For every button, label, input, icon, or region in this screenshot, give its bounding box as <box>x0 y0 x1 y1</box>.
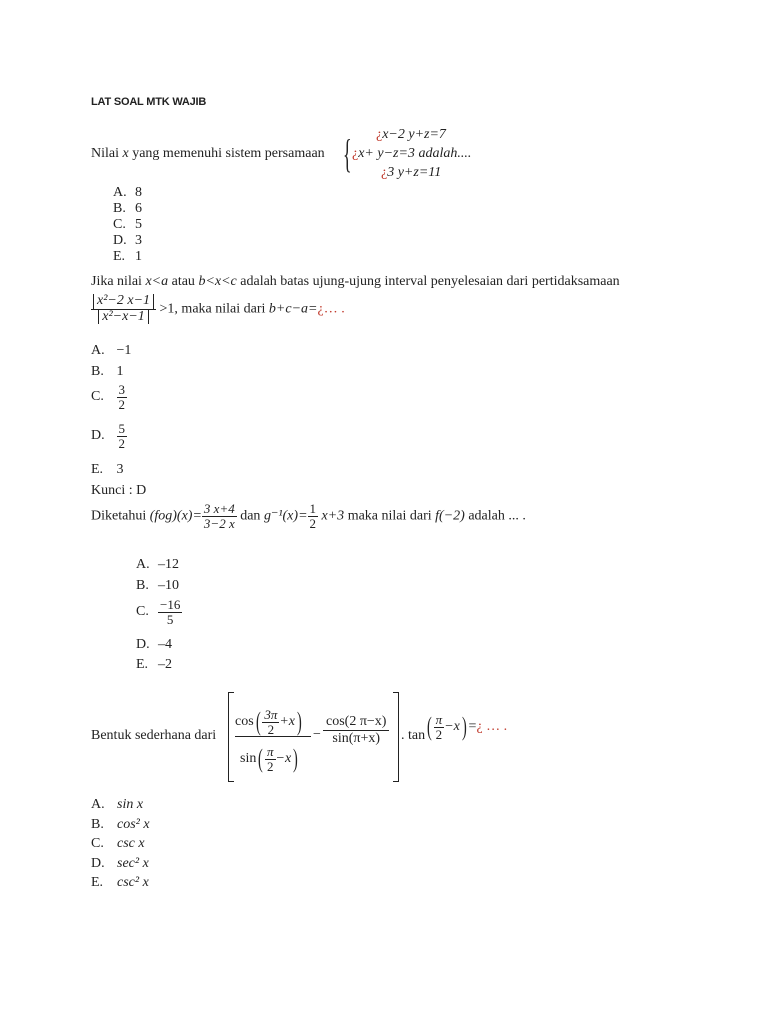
option-value: –10 <box>158 578 179 593</box>
q3-option <box>136 557 179 573</box>
q2-inequality <box>91 294 345 324</box>
fraction-num: 3π <box>264 706 278 722</box>
option-value: csc x <box>117 836 145 851</box>
q4-tan-term <box>401 728 425 744</box>
q3-option <box>136 657 172 673</box>
fraction-num: π <box>435 711 443 727</box>
q1-eq2-text: x+ y−z=3 <box>358 146 415 161</box>
q2-fraction <box>91 294 156 324</box>
fraction-num: cos(2 π−x) <box>323 714 389 731</box>
q2-tail: >1, maka nilai dari <box>159 301 266 317</box>
q1-eq3 <box>381 165 441 181</box>
option-value: 8 <box>135 185 142 200</box>
q1-eq1-text: x−2 y+z=7 <box>382 127 446 142</box>
option-label: E. <box>113 249 126 264</box>
q4-3pi-2 <box>262 708 279 736</box>
option-fraction <box>117 422 128 450</box>
fraction-den: sin(π+x) <box>332 731 381 746</box>
fraction-den: 2 <box>267 721 275 737</box>
q1-invalid-char: ¿ <box>381 165 388 180</box>
option-label: D. <box>113 233 127 248</box>
option-value: –12 <box>158 557 179 572</box>
q1-var: x <box>122 146 129 161</box>
option-label: E. <box>91 462 104 477</box>
option <box>113 249 142 265</box>
q4-minus-x: −x <box>444 719 460 735</box>
q3-half <box>308 502 319 530</box>
fraction-den: 2 <box>118 435 125 451</box>
answer-key: Kunci : D <box>91 483 147 498</box>
option-label: B. <box>91 816 104 832</box>
option-fraction <box>158 598 182 626</box>
q4-tan: . tan <box>401 728 426 743</box>
option <box>113 185 142 201</box>
option-value: sec² x <box>117 855 149 871</box>
q2-option <box>91 383 127 411</box>
option-label: A. <box>91 343 105 358</box>
option-label: A. <box>113 185 127 200</box>
q4-pi-2-tan <box>434 713 445 741</box>
option <box>113 201 142 217</box>
q1-eq3-text: 3 y+z=11 <box>387 165 442 180</box>
q2-invalid-char: ¿ <box>317 301 324 317</box>
option <box>91 815 150 835</box>
option-value: 3 <box>116 462 124 477</box>
option-label: C. <box>136 604 149 620</box>
option <box>113 233 142 249</box>
fraction-den: 3−2 x <box>203 515 235 531</box>
q1-eq1 <box>376 127 446 143</box>
option-label: C. <box>91 836 104 851</box>
q4-dots: … . <box>486 719 508 735</box>
option-value: csc² x <box>117 875 149 890</box>
q2-dots: … . <box>323 301 345 317</box>
q3-option <box>136 598 182 626</box>
option <box>91 795 150 815</box>
fraction-den: 5 <box>166 611 174 627</box>
fraction-den: 2 <box>118 396 125 412</box>
option-label: C. <box>113 217 126 232</box>
paren-open: ( <box>255 707 261 736</box>
fraction-den: 2 <box>267 758 274 774</box>
option-value: 1 <box>116 364 124 379</box>
q1-eq2 <box>352 146 471 162</box>
q1-eq2-tail: adalah.... <box>418 146 472 161</box>
option-label: D. <box>91 855 105 871</box>
q3-ginv: g⁻¹(x)= <box>263 508 308 524</box>
bracket-right <box>393 692 399 782</box>
q3-text: Diketahui <box>91 508 147 524</box>
q3-ginv-tail: x+3 <box>321 508 345 524</box>
fraction-num: 3 x+4 <box>203 501 235 516</box>
q1-middle: yang memenuhi sistem persamaan <box>132 146 325 161</box>
q3-f: f(−2) <box>435 508 465 524</box>
paren-open: ( <box>258 744 264 773</box>
q4-options <box>91 795 150 893</box>
q2-math: b<x<c <box>198 274 237 289</box>
q1-options <box>113 185 142 265</box>
fraction-den: 2 <box>435 726 443 742</box>
q4-pi-2 <box>265 745 276 773</box>
q2-text: atau <box>171 274 195 289</box>
q1-text <box>91 146 325 162</box>
option-value: –2 <box>158 657 172 672</box>
q2-option <box>91 462 124 478</box>
q3-option <box>136 637 172 653</box>
q3-fog: (fog)(x)= <box>149 508 202 524</box>
q2-math: x<a <box>145 274 169 289</box>
option-label: A. <box>91 797 105 812</box>
option-label: D. <box>91 428 105 444</box>
option-label: B. <box>113 201 126 216</box>
q4-invalid-char: ¿ <box>476 719 483 735</box>
option-label: D. <box>136 637 150 652</box>
q1-invalid-char: ¿ <box>352 146 359 161</box>
q4-main-fraction-line <box>235 736 311 737</box>
option-value: 6 <box>135 201 142 216</box>
q1-brace: { <box>343 131 352 176</box>
q3-text: adalah ... . <box>468 508 526 524</box>
q2-numerator: x²−2 x−1 <box>97 293 151 308</box>
q2-text: adalah batas ujung-ujung interval penyelesaian dari pertidaksamaan <box>240 274 620 289</box>
bracket-left <box>228 692 234 782</box>
q4-sin-term <box>240 744 300 774</box>
q2-line1 <box>91 274 620 290</box>
q4-plus-x: +x <box>279 714 296 730</box>
option-value: 5 <box>135 217 142 232</box>
q4-prefix: Bentuk sederhana dari <box>91 728 217 743</box>
q2-text: Jika nilai <box>91 274 142 289</box>
option-label: A. <box>136 557 150 572</box>
paren-close: ) <box>293 744 298 773</box>
q3-statement <box>91 502 526 530</box>
option-label: C. <box>91 389 104 405</box>
q4-minus-x: −x <box>275 751 292 767</box>
paren-close: ) <box>461 712 467 741</box>
q2-option <box>91 343 131 359</box>
option-value: –4 <box>158 637 172 652</box>
fraction-num: π <box>267 743 274 759</box>
q3-text: maka nilai dari <box>347 508 432 524</box>
fraction-den: 2 <box>309 515 317 531</box>
q2-tail-math: b+c−a= <box>268 301 318 317</box>
paren-close: ) <box>296 707 302 736</box>
option-label: E. <box>136 657 149 672</box>
option-value: sin x <box>117 797 144 812</box>
q3-text: dan <box>240 508 261 524</box>
q2-option <box>91 422 127 450</box>
option-label: E. <box>91 875 104 890</box>
option <box>91 854 150 874</box>
q2-option <box>91 364 124 380</box>
option-value: 3 <box>135 233 142 248</box>
option-label: B. <box>136 578 149 593</box>
option <box>113 217 142 233</box>
q2-denominator: x²−x−1 <box>102 308 145 324</box>
fraction-num: 3 <box>118 382 125 397</box>
q3-f-fraction <box>202 502 237 530</box>
option <box>91 873 150 893</box>
q3-option <box>136 578 179 594</box>
option-value: −1 <box>116 343 132 358</box>
q4-equals: = <box>468 719 477 735</box>
q1-prefix: Nilai <box>91 146 119 161</box>
option-fraction <box>117 383 128 411</box>
option-label: B. <box>91 364 104 379</box>
q4-sin: sin <box>240 751 257 767</box>
fraction-num: 1 <box>309 501 317 516</box>
q4-minus: − <box>313 727 321 742</box>
paren-open: ( <box>426 712 432 741</box>
q4-cos-term <box>235 707 304 737</box>
option <box>91 834 150 854</box>
option-value: 1 <box>135 249 142 264</box>
fraction-num: −16 <box>160 597 181 612</box>
q4-second-fraction <box>323 714 389 747</box>
page-title: LAT SOAL MTK WAJIB <box>91 96 207 108</box>
q4-cos: cos <box>235 714 254 730</box>
q4-tan-arg <box>425 712 507 742</box>
option-value: cos² x <box>117 816 150 832</box>
fraction-num: 5 <box>118 421 125 436</box>
q1-invalid-char: ¿ <box>376 127 383 142</box>
